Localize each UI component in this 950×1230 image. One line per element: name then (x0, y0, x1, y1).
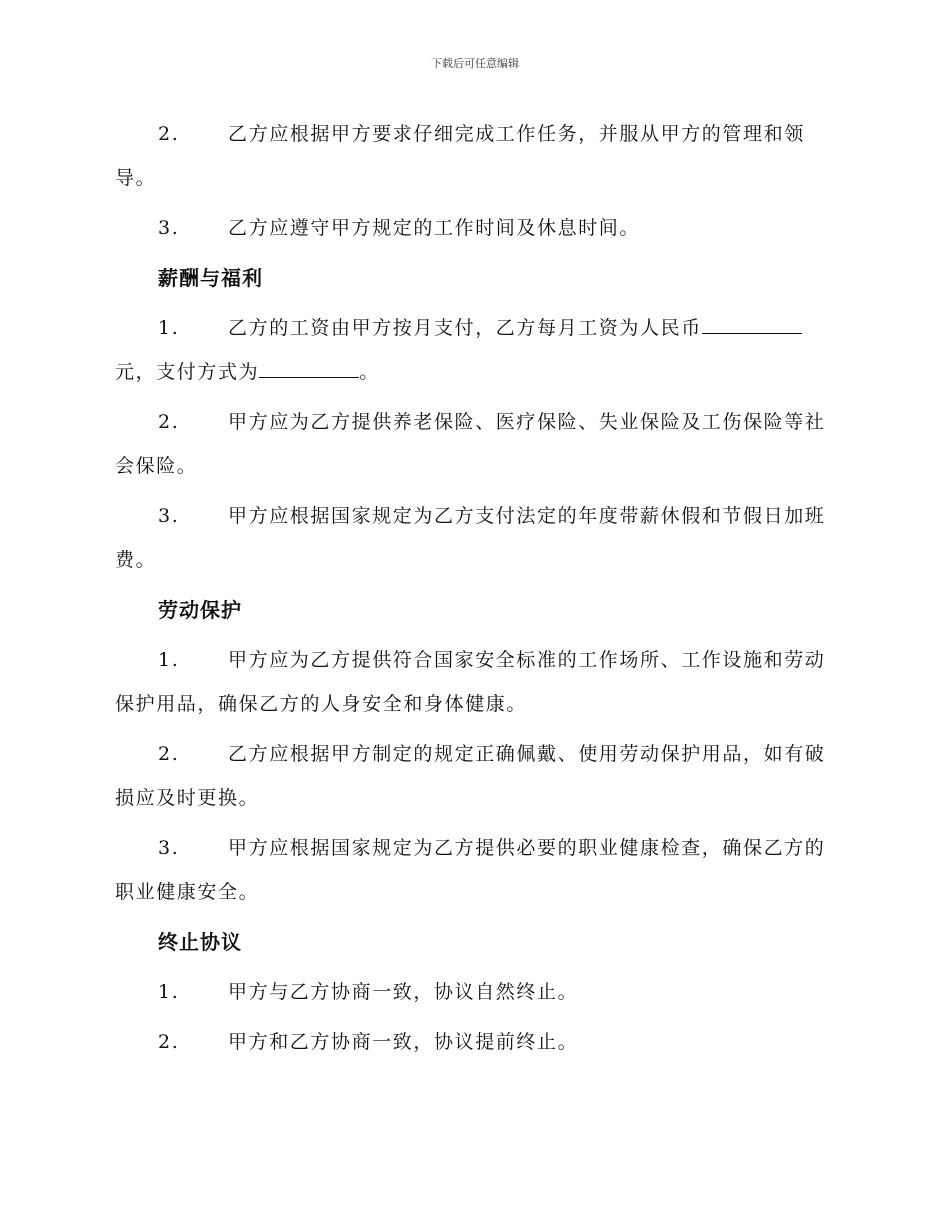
item-number: 2. (158, 1031, 180, 1053)
item-number: 1. (158, 981, 180, 1003)
item-number: 3. (158, 217, 180, 239)
item-text: 乙方应根据甲方要求仔细完成工作任务，并服从甲方的管理和领导。 (115, 123, 805, 189)
section-title-salary: 薪酬与福利 (158, 266, 263, 290)
list-item (115, 494, 835, 582)
item-text: 甲方应根据国家规定为乙方提供必要的职业健康检查，确保乙方的职业健康安全。 (115, 837, 826, 903)
list-item (115, 638, 835, 726)
item-text: 甲方与乙方协商一致，协议自然终止。 (228, 981, 579, 1003)
item-number: 3. (158, 505, 180, 527)
item-number: 2. (158, 123, 180, 145)
list-item (115, 732, 835, 820)
item-text: 甲方应为乙方提供养老保险、医疗保险、失业保险及工伤保险等社会保险。 (115, 411, 826, 477)
list-item (115, 400, 835, 488)
item-number: 2. (158, 743, 180, 765)
item-text: 元，支付方式为 (115, 361, 260, 383)
list-item (115, 206, 835, 250)
salary-blank (702, 311, 802, 334)
payment-method-blank (259, 355, 359, 378)
list-item (115, 112, 835, 200)
item-number: 3. (158, 837, 180, 859)
list-item (115, 1020, 835, 1064)
item-number: 2. (158, 411, 180, 433)
item-text: 甲方应根据国家规定为乙方支付法定的年度带薪休假和节假日加班费。 (115, 505, 826, 571)
section-title-termination: 终止协议 (158, 930, 242, 954)
list-item (115, 826, 835, 914)
list-item (115, 970, 835, 1014)
item-text: 乙方的工资由甲方按月支付，乙方每月工资为人民币 (228, 317, 702, 339)
list-item (115, 306, 835, 394)
page-header: 下载后可任意编辑 (431, 57, 519, 70)
item-text: 。 (359, 361, 380, 383)
item-number: 1. (158, 649, 180, 671)
document-body (115, 112, 835, 1070)
item-text: 乙方应遵守甲方规定的工作时间及休息时间。 (228, 217, 641, 239)
item-text: 甲方应为乙方提供符合国家安全标准的工作场所、工作设施和劳动保护用品，确保乙方的人身安全和身体健康。 (115, 649, 826, 715)
item-number: 1. (158, 317, 180, 339)
item-text: 甲方和乙方协商一致，协议提前终止。 (228, 1031, 579, 1053)
section-title-labor-protection: 劳动保护 (158, 598, 242, 622)
item-text: 乙方应根据甲方制定的规定正确佩戴、使用劳动保护用品，如有破损应及时更换。 (115, 743, 826, 809)
